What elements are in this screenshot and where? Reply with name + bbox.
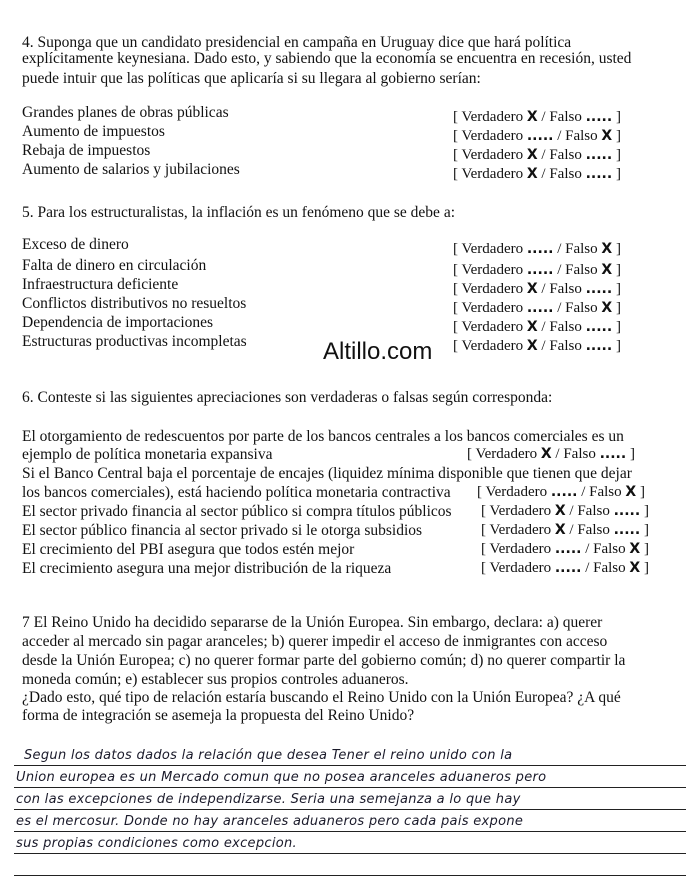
verdadero-mark: X: [526, 281, 538, 297]
handwritten-answer-line-2: Union europea es un Mercado comun que no posea aranceles aduaneros pero: [16, 770, 547, 785]
q6-item-3: El sector privado financia al sector público si compra títulos públicos: [22, 503, 452, 520]
q7-line-4: moneda común; e) establecer sus propios controles aduaneros.: [22, 671, 409, 688]
separator-falso: / Falso: [585, 541, 626, 557]
falso-mark: .....: [585, 109, 613, 125]
bracket-close: ]: [615, 166, 621, 182]
bracket-close: ]: [643, 541, 649, 557]
q6-item-1-line-2: ejemplo de política monetaria expansiva: [22, 446, 273, 463]
separator-falso: / Falso: [557, 300, 598, 316]
q5-item-2-text: Falta de dinero en circulación: [22, 257, 207, 274]
bracket-close: ]: [643, 503, 649, 519]
separator-falso: / Falso: [541, 166, 582, 182]
q6-item-6: El crecimiento asegura una mejor distribución de la riqueza: [22, 560, 392, 577]
q4-line-1: 4. Suponga que un candidato presidencial en campaña en Uruguay dice que hará política: [22, 34, 572, 51]
q6-item-2-line-1: Si el Banco Central baja el porcentaje de encajes (liquidez mínima disponible que tienen que dejar: [22, 465, 632, 482]
falso-mark: X: [601, 262, 613, 278]
handwritten-answer-line-5: sus propias condiciones como excepcion.: [16, 836, 297, 851]
answer-rule-3: [14, 809, 686, 810]
bracket-close: ]: [643, 522, 649, 538]
answer-rule-4: [14, 831, 686, 832]
bracket-close: ]: [615, 241, 621, 257]
q5-item-2-answer: [453, 262, 621, 279]
q4-line-2: explícitamente keynesiana. Dado esto, y sabiendo que la economía se encuentra en recesión, usted: [22, 50, 632, 67]
falso-mark: X: [601, 300, 613, 316]
q6-item-6-answer: [481, 560, 649, 577]
q6-item-1-line-1: El otorgamiento de redescuentos por parte de los bancos centrales a los bancos comerciales es un: [22, 428, 624, 445]
q6-item-2-line-2: los bancos comerciales), está haciendo política monetaria contractiva: [22, 484, 451, 501]
q6-item-4: El sector público financia al sector privado si le otorga subsidios: [22, 522, 423, 539]
answer-rule-1: [14, 765, 686, 766]
falso-mark: X: [629, 541, 641, 557]
verdadero-mark: X: [526, 338, 538, 354]
q5-item-5-text: Dependencia de importaciones: [22, 314, 214, 331]
bracket-open-verdadero: [ Verdadero: [453, 109, 524, 125]
bracket-close: ]: [639, 484, 645, 500]
bracket-close: ]: [629, 446, 635, 462]
q5-item-1-answer: [453, 241, 621, 258]
bracket-open-verdadero: [ Verdadero: [481, 503, 552, 519]
bracket-close: ]: [615, 147, 621, 163]
separator-falso: / Falso: [541, 338, 582, 354]
falso-mark: .....: [599, 446, 627, 462]
separator-falso: / Falso: [557, 241, 598, 257]
bracket-close: ]: [643, 560, 649, 576]
q4-item-3-answer: [453, 147, 621, 164]
bracket-open-verdadero: [ Verdadero: [453, 166, 524, 182]
bracket-close: ]: [615, 319, 621, 335]
q4-item-3-text: Rebaja de impuestos: [22, 142, 151, 159]
q5-item-5-answer: [453, 319, 621, 336]
bracket-close: ]: [615, 109, 621, 125]
answer-rule-6: [14, 875, 686, 876]
bracket-close: ]: [615, 262, 621, 278]
separator-falso: / Falso: [557, 262, 598, 278]
falso-mark: .....: [585, 166, 613, 182]
verdadero-mark: .....: [554, 560, 582, 576]
bracket-open-verdadero: [ Verdadero: [481, 541, 552, 557]
answer-rule-5: [14, 853, 686, 854]
separator-falso: / Falso: [541, 281, 582, 297]
bracket-open-verdadero: [ Verdadero: [453, 338, 524, 354]
q5-item-3-text: Infraestructura deficiente: [22, 276, 179, 293]
q6-item-3-answer: [481, 503, 649, 520]
falso-mark: .....: [585, 338, 613, 354]
q4-item-2-answer: [453, 128, 621, 145]
bracket-open-verdadero: [ Verdadero: [453, 319, 524, 335]
q6-item-5-answer: [481, 541, 649, 558]
q4-line-3: puede intuir que las políticas que aplicaría si su llegara al gobierno serían:: [22, 70, 481, 87]
q4-item-4-answer: [453, 166, 621, 183]
q7-line-5: ¿Dado esto, qué tipo de relación estaría buscando el Reino Unido con la Unión Europea? ¿A qué: [22, 689, 621, 706]
handwritten-answer-line-4: es el mercosur. Donde no hay aranceles aduaneros pero cada pais expone: [16, 814, 524, 829]
bracket-close: ]: [615, 338, 621, 354]
verdadero-mark: X: [526, 319, 538, 335]
verdadero-mark: .....: [550, 484, 578, 500]
q6-item-1-answer: [467, 446, 635, 463]
bracket-open-verdadero: [ Verdadero: [453, 281, 524, 297]
separator-falso: / Falso: [541, 147, 582, 163]
q7-line-6: forma de integración se asemeja la propuesta del Reino Unido?: [22, 707, 415, 724]
bracket-open-verdadero: [ Verdadero: [453, 147, 524, 163]
bracket-close: ]: [615, 281, 621, 297]
separator-falso: / Falso: [581, 484, 622, 500]
q7-line-2: acceder al mercado sin pagar aranceles; b) querer impedir el acceso de inmigrantes con acceso: [22, 633, 608, 650]
watermark: Altillo.com: [323, 338, 433, 365]
falso-mark: .....: [613, 503, 641, 519]
q5-question: 5. Para los estructuralistas, la inflación es un fenómeno que se debe a:: [22, 204, 456, 221]
separator-falso: / Falso: [541, 319, 582, 335]
bracket-open-verdadero: [ Verdadero: [481, 560, 552, 576]
bracket-open-verdadero: [ Verdadero: [453, 241, 524, 257]
verdadero-mark: .....: [526, 128, 554, 144]
bracket-close: ]: [615, 128, 621, 144]
bracket-open-verdadero: [ Verdadero: [453, 262, 524, 278]
separator-falso: / Falso: [585, 560, 626, 576]
falso-mark: .....: [585, 319, 613, 335]
q5-item-4-text: Conflictos distributivos no resueltos: [22, 295, 247, 312]
q6-item-2-answer: [477, 484, 645, 501]
q5-item-1-text: Exceso de dinero: [22, 236, 129, 253]
separator-falso: / Falso: [569, 522, 610, 538]
verdadero-mark: X: [526, 147, 538, 163]
verdadero-mark: .....: [526, 300, 554, 316]
verdadero-mark: X: [526, 166, 538, 182]
falso-mark: X: [601, 128, 613, 144]
q7-line-3: desde la Unión Europea; c) no querer formar parte del gobierno común; d) no querer compartir la: [22, 652, 626, 669]
bracket-open-verdadero: [ Verdadero: [481, 522, 552, 538]
answer-rule-2: [14, 787, 686, 788]
bracket-open-verdadero: [ Verdadero: [467, 446, 538, 462]
falso-mark: X: [629, 560, 641, 576]
falso-mark: .....: [613, 522, 641, 538]
q6-item-4-answer: [481, 522, 649, 539]
q5-item-3-answer: [453, 281, 621, 298]
verdadero-mark: .....: [554, 541, 582, 557]
bracket-open-verdadero: [ Verdadero: [453, 128, 524, 144]
q5-item-6-text: Estructuras productivas incompletas: [22, 333, 247, 350]
bracket-open-verdadero: [ Verdadero: [453, 300, 524, 316]
q5-item-6-answer: [453, 338, 621, 355]
separator-falso: / Falso: [541, 109, 582, 125]
falso-mark: .....: [585, 147, 613, 163]
bracket-open-verdadero: [ Verdadero: [477, 484, 548, 500]
separator-falso: / Falso: [557, 128, 598, 144]
q4-item-4-text: Aumento de salarios y jubilaciones: [22, 161, 240, 178]
bracket-close: ]: [615, 300, 621, 316]
separator-falso: / Falso: [555, 446, 596, 462]
falso-mark: X: [625, 484, 637, 500]
q4-item-1-answer: [453, 109, 621, 126]
falso-mark: X: [601, 241, 613, 257]
q6-item-5: El crecimiento del PBI asegura que todos estén mejor: [22, 541, 355, 558]
verdadero-mark: .....: [526, 241, 554, 257]
q5-item-4-answer: [453, 300, 621, 317]
handwritten-answer-line-3: con las excepciones de independizarse. Seria una semejanza a lo que hay: [16, 792, 521, 807]
verdadero-mark: X: [554, 522, 566, 538]
q6-question: 6. Conteste si las siguientes apreciaciones son verdaderas o falsas según corresponda:: [22, 389, 553, 406]
verdadero-mark: X: [540, 446, 552, 462]
q4-item-1-text: Grandes planes de obras públicas: [22, 104, 229, 121]
verdadero-mark: .....: [526, 262, 554, 278]
separator-falso: / Falso: [569, 503, 610, 519]
q7-line-1: 7 El Reino Unido ha decidido separarse de la Unión Europea. Sin embargo, declara: a) querer: [22, 614, 603, 631]
falso-mark: .....: [585, 281, 613, 297]
verdadero-mark: X: [554, 503, 566, 519]
q4-item-2-text: Aumento de impuestos: [22, 123, 165, 140]
verdadero-mark: X: [526, 109, 538, 125]
handwritten-answer-line-1: Segun los datos dados la relación que desea Tener el reino unido con la: [24, 748, 513, 763]
